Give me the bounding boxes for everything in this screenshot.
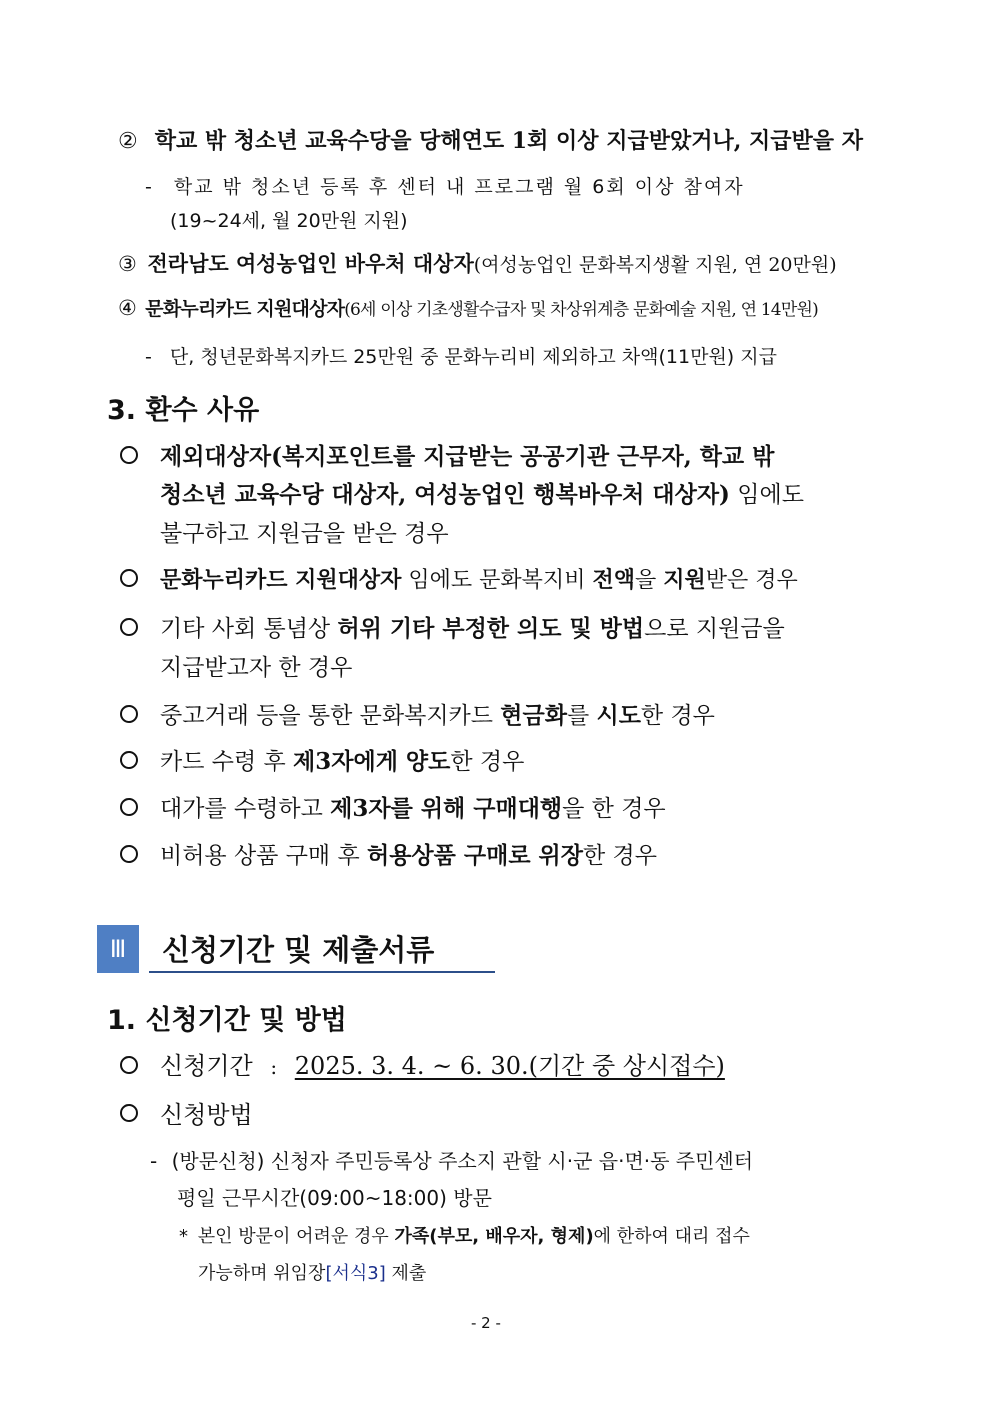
method-label: 신청방법 <box>160 1101 253 1129</box>
note-line2-end: 제출 <box>385 1263 427 1284</box>
note-line2 <box>198 1259 426 1285</box>
visit-line1-text: (방문신청) 신청자 주민등록상 주소지 관할 시·군 읍·면·동 주민센터 <box>171 1149 754 1173</box>
item-4-bold: 문화누리카드 지원대상자 <box>145 298 345 320</box>
bullet-4-text2: 를 <box>566 703 597 729</box>
note-line1 <box>179 1222 750 1248</box>
item-4 <box>118 294 818 321</box>
bullet-2 <box>120 563 798 594</box>
dash: - <box>145 346 152 368</box>
section-3-heading: 3. 환수 사유 <box>107 395 260 426</box>
bullet-3-text1: 기타 사회 통념상 <box>160 616 338 642</box>
item-2-sub <box>145 172 745 199</box>
bullet-5-bold1: 제3자에게 양도 <box>293 748 451 775</box>
bullet-3-bold1: 허위 기타 부정한 의도 및 방법 <box>337 615 645 642</box>
bullet-1 <box>120 438 774 471</box>
bullet-2-bold3: 지원 <box>663 567 706 593</box>
item-3-rest: (여성농업인 문화복지생활 지원, 연 20만원) <box>473 254 837 276</box>
period-value: 2025. 3. 4. ~ 6. 30.(기간 중 상시접수) <box>294 1052 725 1080</box>
bullet-4-bold2: 시도 <box>596 702 641 729</box>
subsection-1-heading: 1. 신청기간 및 방법 <box>107 1005 347 1036</box>
period-colon: : <box>270 1055 278 1079</box>
bullet-6-text1: 대가를 수령하고 <box>160 796 331 822</box>
bullet-5-text1: 카드 수령 후 <box>160 749 294 775</box>
bullet-5 <box>120 743 524 776</box>
circle-bullet-icon <box>120 569 138 587</box>
note-star: * <box>179 1226 188 1247</box>
bullet-7-text1: 비허용 상품 구매 후 <box>160 843 367 869</box>
bullet-7 <box>120 837 657 870</box>
note-bold1: 가족(부모, 배우자, 형제) <box>394 1226 594 1247</box>
item-2-text: 학교 밖 청소년 교육수당을 당해연도 1회 이상 지급받았거나, 지급받을 자 <box>154 128 863 154</box>
note-text2: 에 한하여 대리 접수 <box>593 1226 750 1247</box>
bullet-2-bold1: 문화누리카드 지원대상자 <box>160 567 402 593</box>
item-3-number: ③ <box>118 252 137 276</box>
bullet-1-line2 <box>160 476 804 509</box>
circle-bullet-icon <box>120 705 138 723</box>
bullet-6-bold1: 제3자를 위해 구매대행 <box>330 795 563 822</box>
bullet-1-line2-bold: 청소년 교육수당 대상자, 여성농업인 행복바우처 대상자) <box>160 481 730 508</box>
bullet-7-text2: 한 경우 <box>582 843 657 869</box>
bullet-2-text2: 을 <box>634 568 664 593</box>
item-4-rest: (6세 이상 기초생활수급자 및 차상위계층 문화예술 지원, 연 14만원) <box>344 300 818 320</box>
note-line2-text: 가능하며 위임장 <box>198 1263 326 1284</box>
item-2-sub-line2: (19~24세, 월 20만원 지원) <box>170 210 408 232</box>
bullet-2-bold2: 전액 <box>592 567 635 593</box>
bullet-7-bold1: 허용상품 구매로 위장 <box>367 842 583 869</box>
circle-bullet-icon <box>120 845 138 863</box>
item-4-sub <box>145 342 777 369</box>
bullet-3 <box>120 610 785 643</box>
item-2 <box>118 124 863 155</box>
item-4-sub-text: 단, 청년문화복지카드 25만원 중 문화누리비 제외하고 차액(11만원) 지급 <box>169 346 777 368</box>
circle-bullet-icon <box>120 751 138 769</box>
circle-bullet-icon <box>120 1056 138 1074</box>
bullet-6 <box>120 790 666 823</box>
bullet-5-text2: 한 경우 <box>450 749 525 775</box>
bullet-2-text3: 받은 경우 <box>705 568 798 593</box>
method-row <box>120 1095 253 1130</box>
bullet-1-line1: 제외대상자(복지포인트를 지급받는 공공기관 근무자, 학교 밖 <box>160 443 775 470</box>
circle-bullet-icon <box>120 618 138 636</box>
item-2-number: ② <box>118 129 138 154</box>
item-3-bold: 전라남도 여성농업인 바우처 대상자 <box>147 251 474 276</box>
bullet-1-line3: 불구하고 지원금을 받은 경우 <box>160 521 449 547</box>
circle-bullet-icon <box>120 446 138 464</box>
page-number: - 2 - <box>471 1314 501 1332</box>
circle-bullet-icon <box>120 1104 138 1122</box>
bullet-3-text2: 으로 지원금을 <box>644 616 785 642</box>
bullet-2-text1: 임에도 문화복지비 <box>401 568 593 593</box>
chapter-underline <box>149 971 495 973</box>
bullet-3-line2: 지급받고자 한 경우 <box>160 655 353 681</box>
dash: - <box>150 1149 158 1173</box>
visit-line1 <box>150 1145 753 1174</box>
circle-bullet-icon <box>120 798 138 816</box>
period-row <box>120 1046 725 1081</box>
period-label: 신청기간 <box>160 1052 253 1080</box>
dash: - <box>145 176 154 198</box>
bullet-4-text3: 한 경우 <box>640 703 715 729</box>
bullet-1-line2-rest: 임에도 <box>729 482 804 508</box>
bullet-4-text1: 중고거래 등을 통한 문화복지카드 <box>160 703 501 729</box>
note-text1: 본인 방문이 어려운 경우 <box>197 1226 395 1247</box>
visit-line2: 평일 근무시간(09:00~18:00) 방문 <box>177 1186 492 1210</box>
item-2-sub-line1: 학교 밖 청소년 등록 후 센터 내 프로그램 월 6회 이상 참여자 <box>173 176 745 198</box>
bullet-6-text2: 을 한 경우 <box>562 796 666 822</box>
chapter-number-box: Ⅲ <box>97 925 139 973</box>
item-3 <box>118 248 837 278</box>
bullet-4-bold1: 현금화 <box>500 702 567 729</box>
chapter-title: 신청기간 및 제출서류 <box>162 933 435 967</box>
item-4-number: ④ <box>118 296 137 320</box>
bullet-4 <box>120 697 715 730</box>
form-3-link[interactable]: [서식3] <box>325 1263 386 1284</box>
